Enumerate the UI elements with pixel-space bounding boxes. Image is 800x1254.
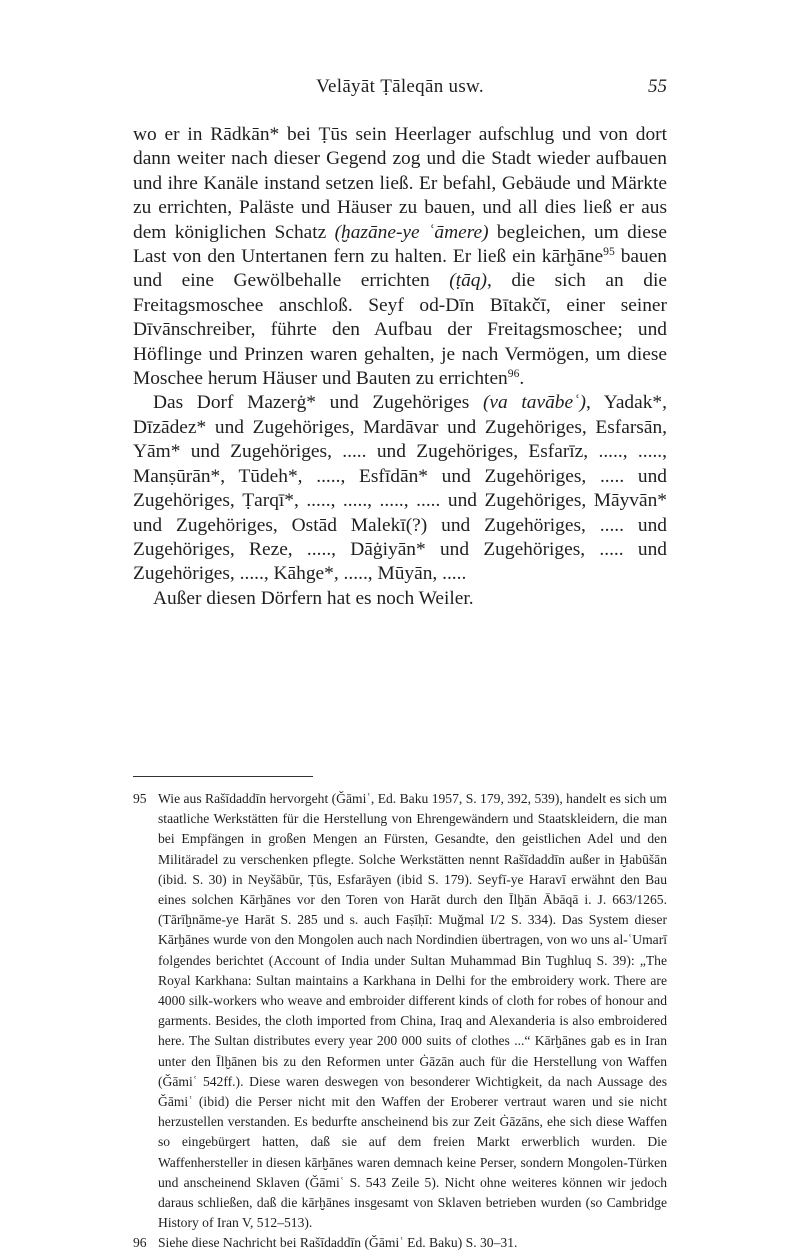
paragraph-3: Außer diesen Dörfern hat es noch Weiler. (153, 587, 474, 609)
text-run: Das Dorf Mazerġ* und Zugehöriges (153, 392, 483, 414)
text-run: bauen und eine Gewölbehalle errichten (133, 246, 667, 292)
paragraph-2 (133, 391, 667, 586)
italic-term: (ṭāq) (449, 270, 487, 292)
italic-term: (ḫazāne-ye ʿāmere) (334, 221, 489, 243)
text-run: . (519, 368, 525, 390)
footnote-ref-96[interactable]: 96 (507, 367, 520, 381)
text-run: , die sich an die Freitagsmoschee anschloß. Seyf od-Dīn Bītakčī, einer seiner Dīvānschreiber, führte den Aufbau der Freitagsmoschee; und Höflinge und Prinzen waren gehalten, je nach Vermögen, um diese Moschee herum Häuser und Bauten zu errichten (133, 270, 667, 390)
footnote-96 (133, 1233, 667, 1253)
main-text (133, 123, 667, 611)
text-run: wo er in Rādkān* bei Ṭūs sein Heerlager aufschlug und von dort dann weiter nach dieser Gegend zog und die Stadt wieder aufbauen und ihre Kanäle instand setzen ließ. Er befahl, Gebäude und Märkte zu errichten, Paläste und Häuser zu bauen, und all dies ließ er aus dem königlichen Schatz (133, 124, 667, 243)
text-run: begleichen, um diese Last von den Untertanen fern zu halten. Er ließ ein kārḫāne (133, 221, 667, 268)
footnote-text: Wie aus Rašīdaddīn hervorgeht (Ǧāmiʿ, Ed. Baku 1957, S. 179, 392, 539), handelt es sich um staatliche Werkstätten für die Herstellung von Ehrengewändern und Staatskleidern, die man bei Empfängen in großen Mengen an Fürsten, Gesandte, den geistlichen Adel und den Militäradel zu verschenken pflegte. Solche Werkstätten nennt Rašīdaddīn außer in Ḫabūšān (ibid. S. 30) in Neyšābūr, Ṭūs, Esfarāyen (ibid S. 179). Seyfī-ye Haravī erwähnt den Bau eines solchen Kārḫānes vor den Toren von Harāt durch den Īlḫān Ābāqā i. J. 663/1265. (Tārīḫnāme-ye Harāt S. 285 und s. auch Faṣīḥī: Muǧmal I/2 S. 334). Das System dieser Kārḫānes wurde von den Mongolen auch nach Nordindien übertragen, von wo uns al-ʿUmarī folgendes berichtet (Account of India under Sultan Muhammad Bin Tughluq S. 39): „The Royal Karkhana: Sultan maintains a Karkhana in Delhi for the embroidery work. There are 4000 silk-workers who weave and embroider different kinds of cloth for robes of honour and garments. Besides, the cloth imported from China, Iraq and Alexanderia is also embroidered here. The Sultan distributes every year 200 000 suits of clothes ...“ Kārḫānes gab es in Iran unter den Īlḫānen bis zu den Reformen unter Ġāzān auch für die Herstellung von Waffen (Ǧāmiʿ 542ff.). Diese waren deswegen von besonderer Wichtigkeit, da nach Aussage des Ǧāmiʿ (ibid) die Perser nicht mit den Waffen der Eroberer vertraut waren und sie nicht herzustellen verstanden. Es bedurfte anscheinend bis zur Zeit Ġāzāns, ehe sich diese Waffen so eingebürgert hatten, daß sie auf dem freien Markt erwerblich wurden. Die Waffenhersteller in diesen kārḫānes waren demnach keine Perser, sondern Mongolen-Türken und anscheinend Sklaven (Ǧāmiʿ S. 543 Zeile 5). Nicht ohne weiteres können wir jedoch daraus schließen, daß die kārḫānes insgesamt von Sklaven betrieben wurden (so Cambridge History of Iran V, 512–513). (158, 791, 667, 1231)
footnote-text: Siehe diese Nachricht bei Rašīdaddīn (Ǧāmiʿ Ed. Baku) S. 30–31. (158, 1235, 518, 1251)
running-head (0, 76, 800, 100)
page-number: 55 (648, 76, 667, 97)
paragraph-1 (133, 123, 667, 391)
footnote-number: 95 (133, 791, 147, 806)
italic-term: (va tavābeʿ) (482, 392, 586, 414)
footnote-ref-95[interactable]: 95 (603, 245, 615, 259)
footnotes (133, 789, 667, 1254)
footnote-divider (133, 776, 313, 777)
running-title: Velāyāt Ṭāleqān usw. (316, 76, 484, 97)
text-run: , Yadak*, Dīzādez* und Zugehöriges, Mardāvar und Zugehöriges, Esfarsān, Yām* und Zugehöriges, ..... und Zugehöriges, Esfarīz, ....., ....., Manṣūrān*, Tūdeh*, ....., Esfīdān* und Zugehöriges, ..... und Zugehöriges, Ṭarqī*, ....., ....., ....., ..... und Zugehöriges, Māyvān* und Zugehöriges, Ostād Malekī(?) und Zugehöriges, ..... und Zugehöriges, Reze, ....., Dāġiyān* und Zugehöriges, ..... und Zugehöriges, ....., Kāhge*, ....., Mūyān, ..... (133, 392, 667, 585)
footnote-number: 96 (133, 1235, 147, 1251)
footnote-95 (133, 789, 667, 1233)
